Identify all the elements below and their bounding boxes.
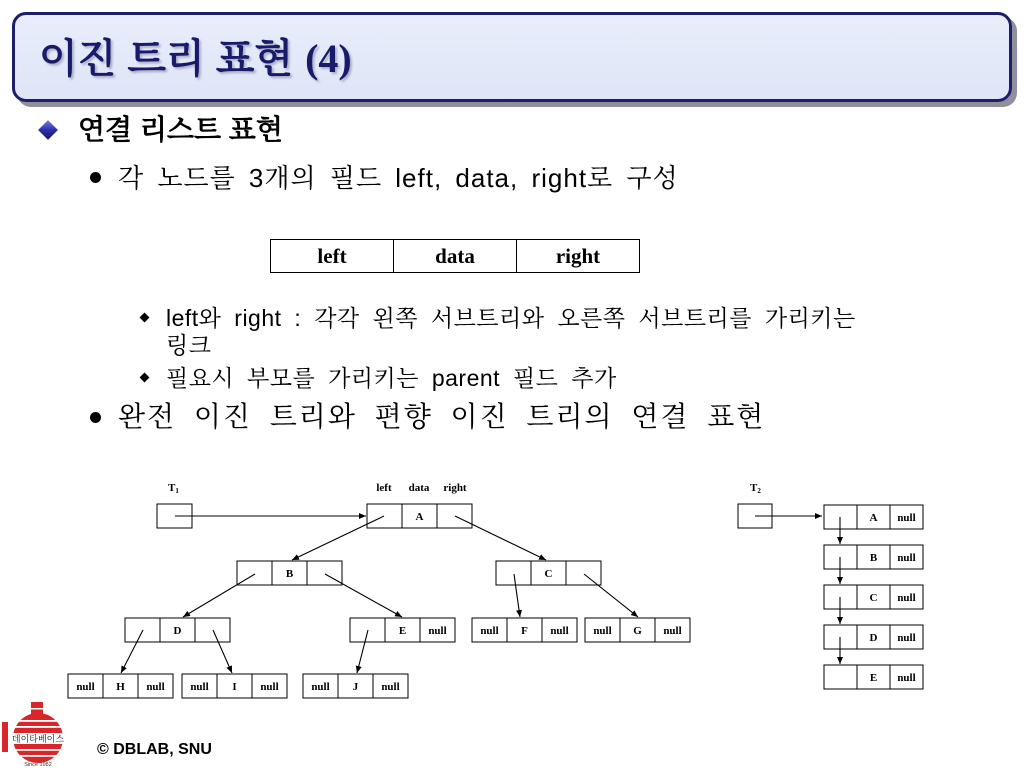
copyright-footer: © DBLAB, SNU <box>97 741 212 758</box>
logo-text: 데이타베이스 <box>11 734 65 744</box>
node-t1-b-data-value: B <box>285 568 294 580</box>
node-t1-i <box>182 674 287 698</box>
bullet-node-fields: 각 노드를 3개의 필드 left, data, right로 구성 <box>118 163 679 193</box>
linked-binary-tree-diagram <box>0 470 1024 710</box>
bullet-link-description <box>166 305 856 359</box>
node-t2-e <box>824 665 923 689</box>
node-t1-h-data-value: H <box>116 681 125 693</box>
dot-bullet-icon <box>90 172 101 183</box>
node-field-table <box>270 239 640 273</box>
node-t1-f-data-value: F <box>521 625 528 637</box>
node-t1-i-data-value: I <box>232 681 237 693</box>
header-data-label: data <box>408 482 430 494</box>
node-t1-g-data-value: G <box>633 625 642 637</box>
node-t1-f <box>472 618 577 642</box>
bullet-tree-representation: 완전 이진 트리와 편향 이진 트리의 연결 표현 <box>118 401 766 432</box>
title-bar <box>12 12 1012 102</box>
node-t1-b-right-field <box>307 561 342 585</box>
t1-pointer-subscript: 1 <box>175 487 179 495</box>
bullet-linked-list-heading: 연결 리스트 표현 <box>78 114 283 145</box>
t1-pointer-letter: T <box>168 482 176 494</box>
t1-child-link-arrow <box>183 574 255 617</box>
title-number: (4) <box>305 36 352 81</box>
node-t2-a-data-value: A <box>869 512 878 524</box>
node-t1-c-left-field <box>496 561 531 585</box>
node-t1-f-right-value: null <box>550 625 569 637</box>
logo-stripe <box>4 720 72 722</box>
node-t1-d-data-value: D <box>173 625 182 637</box>
page-title <box>39 17 352 101</box>
node-t1-c-data-value: C <box>544 568 553 580</box>
node-t2-c-right-value: null <box>897 592 916 604</box>
bullet-parent-field: 필요시 부모를 가리키는 parent 필드 추가 <box>166 365 617 391</box>
logo-stripe <box>4 755 72 757</box>
node-t1-j-data-value: J <box>352 681 359 693</box>
node-t1-j-left-value: null <box>311 681 330 693</box>
field-right-cell: right <box>517 240 640 273</box>
header-right-label: right <box>443 482 467 494</box>
node-t1-h <box>68 674 173 698</box>
node-t1-a-right-field <box>437 504 472 528</box>
t1-child-link-arrow <box>325 574 402 617</box>
node-t2-e-right-value: null <box>897 672 916 684</box>
node-t1-j-right-value: null <box>381 681 400 693</box>
node-t1-i-right-value: null <box>260 681 279 693</box>
node-t1-g <box>585 618 690 642</box>
small-diamond-bullet-icon <box>140 373 150 383</box>
small-diamond-bullet-icon <box>140 313 150 323</box>
logo-left-mark <box>2 722 8 752</box>
node-t2-b-right-value: null <box>897 552 916 564</box>
node-t1-c <box>496 561 601 585</box>
node-t2-b <box>824 545 923 569</box>
header-left-label: left <box>376 482 392 494</box>
field-data-cell: data <box>394 240 517 273</box>
node-field-row <box>271 240 640 273</box>
node-t2-d-right-value: null <box>897 632 916 644</box>
node-t1-c-right-field <box>566 561 601 585</box>
node-t2-a <box>824 505 923 529</box>
node-t1-b <box>237 561 342 585</box>
t1-child-link-arrow <box>584 574 638 617</box>
node-t1-a-data-value: A <box>415 511 424 523</box>
node-t2-e-data-value: E <box>869 672 878 684</box>
t1-pointer-label <box>168 482 179 495</box>
field-left-cell: left <box>271 240 394 273</box>
node-t1-e-data-value: E <box>398 625 407 637</box>
dblab-logo <box>0 700 76 768</box>
node-t1-h-left-value: null <box>76 681 95 693</box>
node-t1-d <box>125 618 230 642</box>
t1-child-link-arrow <box>292 516 384 560</box>
t2-pointer-subscript: 2 <box>757 487 761 495</box>
node-t1-g-right-value: null <box>663 625 682 637</box>
node-t2-c <box>824 585 923 609</box>
link-description-line-1: left와 right : 각각 왼쪽 서브트리와 오른쪽 서브트리를 가리키는 <box>166 305 856 331</box>
link-description-line-2: 링크 <box>166 332 212 358</box>
node-t1-i-left-value: null <box>190 681 209 693</box>
node-t2-d-data-value: D <box>869 632 878 644</box>
skewed-binary-tree <box>738 482 923 689</box>
dot-bullet-icon <box>90 412 101 423</box>
node-t1-d-right-field <box>195 618 230 642</box>
t2-pointer-letter: T <box>750 482 758 494</box>
node-t1-a-left-field <box>367 504 402 528</box>
node-t1-e-right-value: null <box>428 625 447 637</box>
node-t1-h-right-value: null <box>146 681 165 693</box>
node-t2-e-left-field <box>824 665 857 689</box>
node-t2-a-right-value: null <box>897 512 916 524</box>
node-t2-c-data-value: C <box>869 592 878 604</box>
node-t1-f-left-value: null <box>480 625 499 637</box>
node-t2-d <box>824 625 923 649</box>
logo-stripe <box>4 749 72 751</box>
node-t2-b-data-value: B <box>869 552 878 564</box>
logo-since-text: Since 1982 <box>24 762 52 768</box>
node-t1-g-left-value: null <box>593 625 612 637</box>
complete-binary-tree <box>68 482 690 698</box>
logo-top-stripe <box>31 708 43 710</box>
diamond-bullet-icon <box>38 120 58 140</box>
t2-pointer-label <box>750 482 761 495</box>
node-t1-j <box>303 674 408 698</box>
t1-child-link-arrow <box>455 516 546 560</box>
logo-stripe <box>4 726 72 728</box>
title-text: 이진 트리 표현 <box>39 37 294 81</box>
